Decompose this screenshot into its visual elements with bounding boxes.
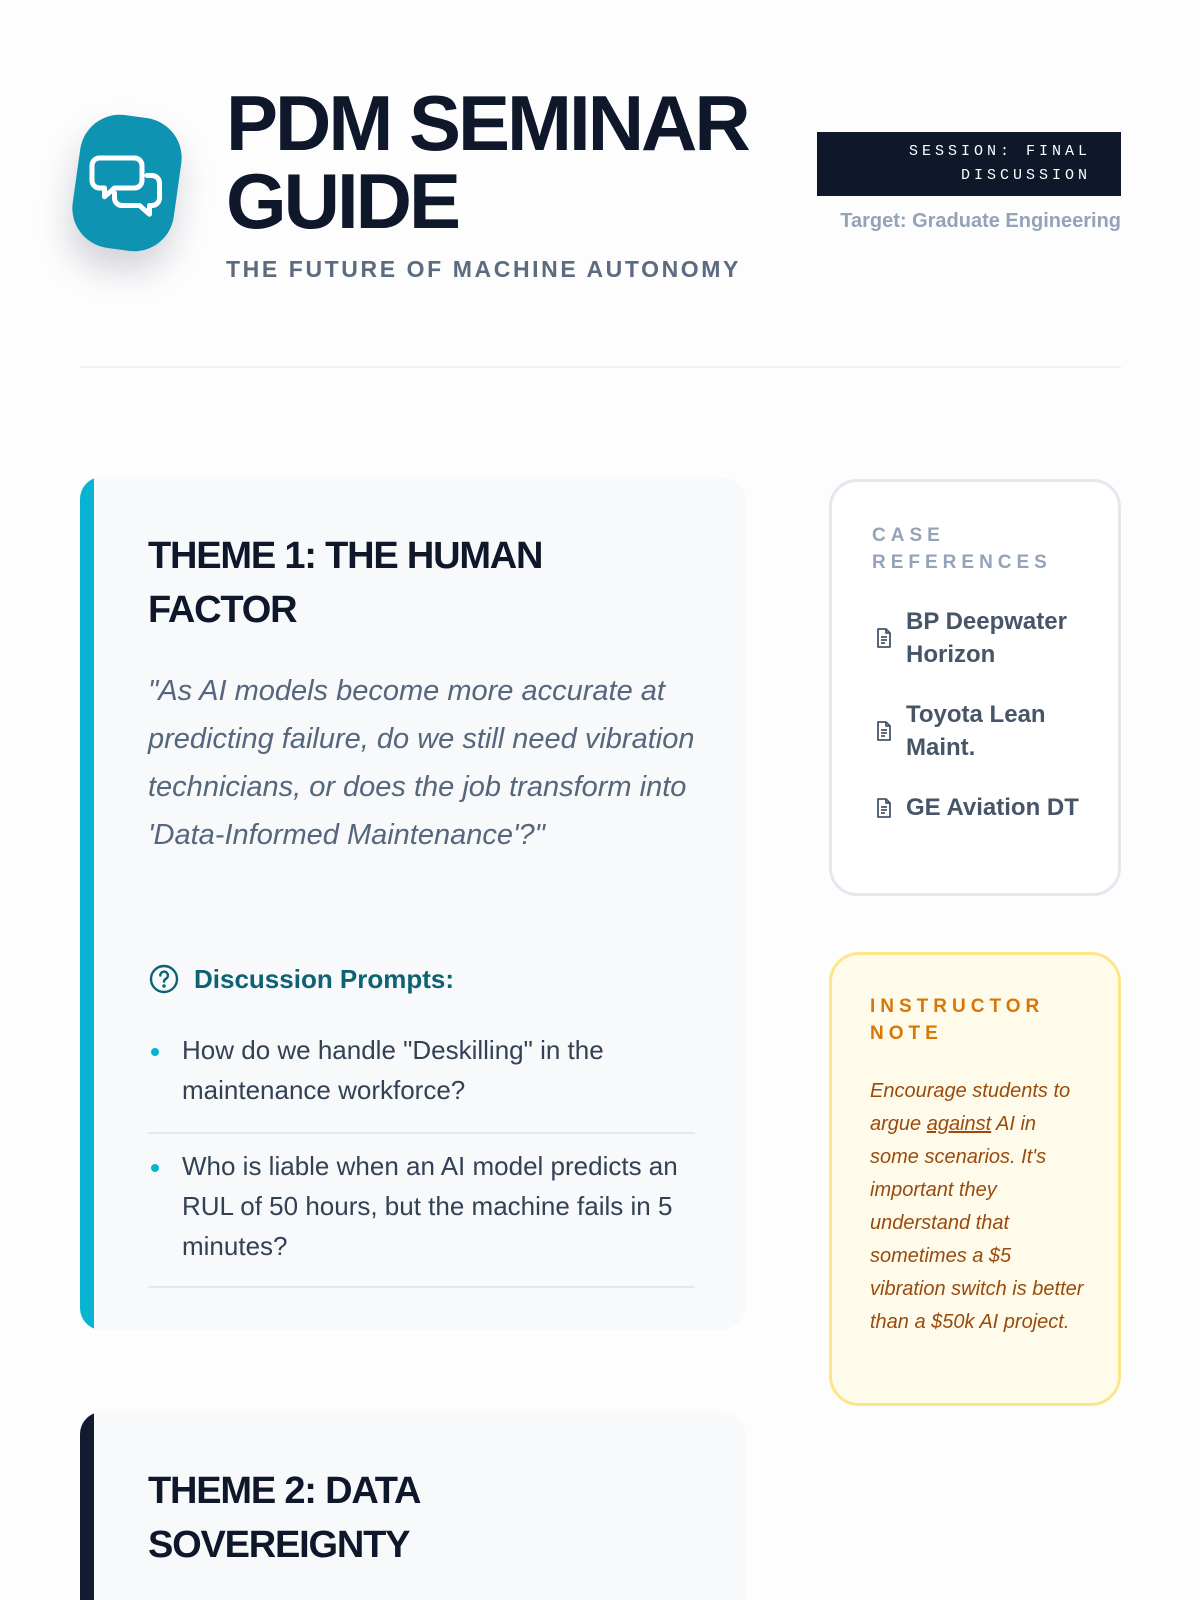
theme-2-card: [80, 1412, 746, 1600]
case-reference-label: BP Deepwater Horizon: [906, 608, 1067, 668]
case-reference-label: GE Aviation DT: [906, 794, 1079, 821]
question-circle-icon: [148, 963, 180, 995]
case-references-card: [829, 479, 1121, 896]
case-reference-item[interactable]: [872, 791, 1092, 824]
page-subtitle: THE FUTURE OF MACHINE AUTONOMY: [226, 256, 741, 282]
document-icon: [872, 626, 896, 650]
discussion-prompts-heading: [148, 963, 454, 995]
case-reference-item[interactable]: [872, 698, 1092, 764]
instructor-note-card: [829, 952, 1121, 1406]
chat-bubbles-icon: [87, 143, 167, 223]
case-references-title: CASE REFERENCES: [872, 525, 1052, 573]
list-item: [148, 1030, 695, 1134]
note-text-end: AI in some scenarios. It's important they understand that sometimes a $5 vibration switch is better than a $50k AI project.: [870, 1113, 1084, 1333]
prompts-heading-label: Discussion Prompts:: [194, 963, 455, 994]
case-reference-label: Toyota Lean Maint.: [906, 701, 1046, 761]
bullet: [151, 1164, 159, 1172]
case-reference-item[interactable]: [872, 605, 1092, 671]
target-audience: Target: Graduate Engineering: [840, 210, 1121, 232]
note-text-start: Encourage students to argue: [870, 1080, 1071, 1135]
page-title: PDM SEMINAR GUIDE: [226, 79, 748, 245]
document-icon: [872, 796, 896, 820]
instructor-note-text: [870, 1075, 1088, 1339]
prompt-text: How do we handle "Deskilling" in the maintenance workforce?: [182, 1035, 604, 1105]
theme-1-card: [80, 477, 746, 1330]
theme-quote: "As AI models become more accurate at predicting failure, do we still need vibration technicians, or does the job transform into 'Data-Informed Maintenance'?": [148, 675, 695, 851]
instructor-note-title: INSTRUCTOR NOTE: [870, 996, 1045, 1044]
theme-title: THEME 2: DATA SOVEREIGNTY: [148, 1470, 419, 1566]
app-logo: [67, 110, 187, 257]
bullet: [151, 1048, 159, 1056]
session-badge: SESSION: FINAL DISCUSSION: [817, 132, 1121, 196]
list-item: [148, 1146, 695, 1288]
prompt-text: Who is liable when an AI model predicts an RUL of 50 hours, but the machine fails in 5 minutes?: [182, 1151, 678, 1261]
document-icon: [872, 719, 896, 743]
theme-title: THEME 1: THE HUMAN FACTOR: [148, 535, 543, 631]
theme-accent-bar: [80, 1412, 94, 1600]
note-emphasis: against: [926, 1113, 992, 1135]
theme-accent-bar: [80, 477, 94, 1330]
header-divider: [80, 366, 1121, 368]
